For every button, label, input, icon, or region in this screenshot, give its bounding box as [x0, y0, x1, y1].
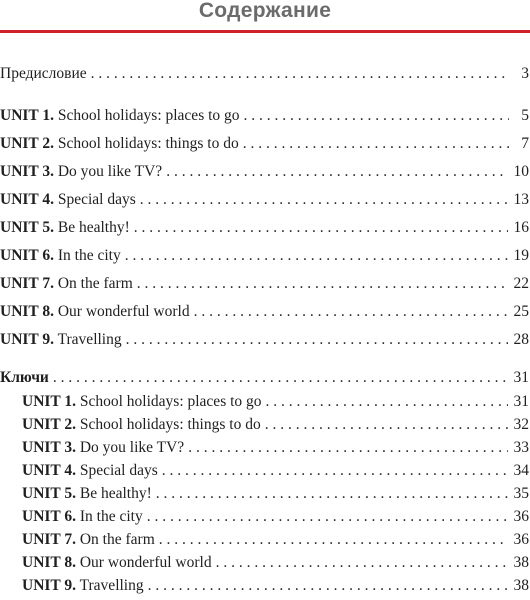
toc-entry-key-unit-7[interactable] [0, 530, 530, 550]
title-rule [0, 30, 530, 33]
dot-leader [91, 64, 509, 84]
unit-title: Be healthy! [57, 219, 130, 236]
toc-label [22, 484, 152, 504]
unit-number: UNIT 7. [0, 275, 54, 292]
unit-title: Travelling [57, 331, 122, 348]
dot-leader [216, 553, 508, 573]
unit-title: School holidays: things to do [79, 416, 261, 433]
toc-label [22, 576, 144, 596]
toc-label [22, 461, 158, 481]
toc-label [0, 330, 122, 350]
toc-label [22, 392, 262, 412]
toc-page-number: 25 [513, 303, 529, 320]
unit-title: Travelling [79, 577, 144, 594]
unit-title: Special days [57, 191, 136, 208]
unit-number: UNIT 6. [22, 508, 76, 525]
dot-leader [162, 461, 508, 481]
toc-entry-unit-4[interactable] [0, 190, 530, 210]
toc-label [0, 162, 162, 182]
dot-leader [243, 134, 509, 154]
unit-title: School holidays: places to go [79, 393, 262, 410]
toc-entry-unit-8[interactable] [0, 302, 530, 322]
toc-page-number: 19 [513, 247, 529, 264]
unit-number: UNIT 3. [22, 439, 76, 456]
unit-title: In the city [79, 508, 143, 525]
dot-leader [156, 484, 508, 504]
dot-leader [265, 415, 508, 435]
unit-title: Our wonderful world [57, 303, 190, 320]
toc-page-number: 36 [513, 508, 529, 525]
unit-number: UNIT 2. [22, 416, 76, 433]
dot-leader [125, 246, 508, 266]
toc-entry-unit-5[interactable] [0, 218, 530, 238]
dot-leader [188, 438, 507, 458]
toc-page-number: 32 [513, 416, 529, 433]
unit-title: In the city [57, 247, 121, 264]
toc-page-number: 38 [513, 577, 529, 594]
dot-leader [148, 576, 508, 596]
toc-label [0, 134, 239, 154]
toc-label: Предисловие [0, 65, 87, 82]
unit-title: Be healthy! [79, 485, 152, 502]
unit-title: Do you like TV? [57, 163, 163, 180]
unit-number: UNIT 9. [0, 331, 54, 348]
toc-label [0, 246, 121, 266]
toc-entry-unit-7[interactable] [0, 274, 530, 294]
toc-page-number: 35 [513, 485, 529, 502]
dot-leader [244, 106, 509, 126]
dot-leader [137, 274, 508, 294]
unit-number: UNIT 8. [22, 554, 76, 571]
unit-number: UNIT 3. [0, 163, 54, 180]
unit-number: UNIT 1. [0, 107, 54, 124]
toc-page-number: 38 [513, 554, 529, 571]
dot-leader [266, 392, 508, 412]
unit-title: Do you like TV? [79, 439, 185, 456]
toc-label [0, 106, 240, 126]
toc-page-number: 31 [513, 369, 529, 386]
toc-page-number: 16 [513, 219, 529, 236]
toc-entry-unit-6[interactable] [0, 246, 530, 266]
toc-page-number: 7 [521, 135, 529, 152]
toc-entry-key-unit-5[interactable] [0, 484, 530, 504]
toc-page-number: 31 [513, 393, 529, 410]
unit-number: UNIT 8. [0, 303, 54, 320]
toc-entry-unit-2[interactable] [0, 134, 530, 154]
unit-title: On the farm [79, 531, 155, 548]
toc-label [0, 302, 190, 322]
toc-entry-unit-3[interactable] [0, 162, 530, 182]
dot-leader [166, 162, 507, 182]
dot-leader [134, 218, 508, 238]
dot-leader [147, 507, 508, 527]
dot-leader [53, 368, 508, 388]
toc-entry-key-unit-2[interactable] [0, 415, 530, 435]
toc-page-number: 3 [521, 65, 529, 82]
toc-label [0, 218, 130, 238]
unit-number: UNIT 7. [22, 531, 76, 548]
unit-number: UNIT 4. [22, 462, 76, 479]
unit-number: UNIT 9. [22, 577, 76, 594]
toc-page-number: 28 [513, 331, 529, 348]
unit-title: Our wonderful world [79, 554, 212, 571]
toc-page-number: 36 [513, 531, 529, 548]
dot-leader [159, 530, 508, 550]
toc-label [22, 415, 261, 435]
toc-label [0, 274, 133, 294]
unit-number: UNIT 1. [22, 393, 76, 410]
toc-entry-unit-9[interactable] [0, 330, 530, 350]
toc-label [22, 438, 184, 458]
toc-label [0, 190, 136, 210]
toc-page-number: 22 [513, 275, 529, 292]
unit-number: UNIT 2. [0, 135, 54, 152]
toc-entry-keys[interactable] [0, 368, 530, 388]
toc-entry-preface[interactable] [0, 64, 530, 84]
toc-label [22, 553, 212, 573]
unit-title: Special days [79, 462, 158, 479]
toc-label: Ключи [0, 369, 49, 386]
toc-label [22, 507, 143, 527]
unit-title: School holidays: things to do [57, 135, 239, 152]
toc-page-number: 33 [513, 439, 529, 456]
toc-entry-key-unit-8[interactable] [0, 553, 530, 573]
toc-label [22, 530, 155, 550]
dot-leader [126, 330, 508, 350]
toc-page-number: 5 [521, 107, 529, 124]
toc-entry-key-unit-9[interactable] [0, 576, 530, 596]
unit-title: School holidays: places to go [57, 107, 240, 124]
unit-title: On the farm [57, 275, 133, 292]
unit-number: UNIT 4. [0, 191, 54, 208]
dot-leader [194, 302, 508, 322]
unit-number: UNIT 5. [22, 485, 76, 502]
toc-page-number: 34 [513, 462, 529, 479]
toc-entry-key-unit-4[interactable] [0, 461, 530, 481]
toc-page-number: 13 [513, 191, 529, 208]
unit-number: UNIT 6. [0, 247, 54, 264]
page-title: Содержание [198, 0, 332, 22]
unit-number: UNIT 5. [0, 219, 54, 236]
dot-leader [140, 190, 508, 210]
toc-entry-key-unit-1[interactable] [0, 392, 530, 412]
toc-entry-unit-1[interactable] [0, 106, 530, 126]
toc-page-number: 10 [513, 163, 529, 180]
toc-entry-key-unit-6[interactable] [0, 507, 530, 527]
toc-entry-key-unit-3[interactable] [0, 438, 530, 458]
